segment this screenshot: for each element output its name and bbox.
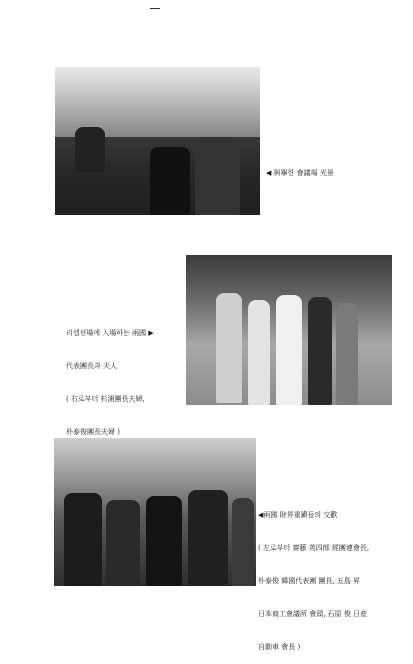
caption-line: 自動車 會長 ) bbox=[258, 643, 301, 651]
caption-line: 日本商工會議所 會頭, 石原 俊 日産 bbox=[258, 610, 368, 618]
page-top-mark bbox=[150, 8, 160, 9]
caption-line: ( 左로부터 齋藤 英四郞 經團連會長, bbox=[258, 544, 370, 552]
photo-reception-entrance bbox=[186, 255, 392, 405]
caption-line: 朴泰俊團長夫婦 ) bbox=[66, 428, 120, 436]
caption-line: ( 右로부터 杉浦團長夫婦, bbox=[66, 395, 145, 403]
photo-business-leaders bbox=[54, 438, 256, 586]
caption-line: ◀兩國 財界重鎭들의 交歡 bbox=[258, 511, 338, 519]
caption-line: 리셉션場에 入場하는 兩國 ▶ bbox=[66, 329, 154, 337]
caption-line: ◀ 與擧한 會議場 光景 bbox=[266, 169, 334, 177]
caption-line: 朴泰俊 韓國代表團 團長, 五島 昇 bbox=[258, 577, 361, 585]
caption-reception-entrance bbox=[66, 306, 154, 449]
caption-business-leaders bbox=[258, 488, 369, 664]
caption-line: 代表團長과 夫人 bbox=[66, 362, 117, 370]
caption-conference-hall bbox=[266, 146, 334, 190]
photo-conference-hall bbox=[55, 67, 260, 215]
